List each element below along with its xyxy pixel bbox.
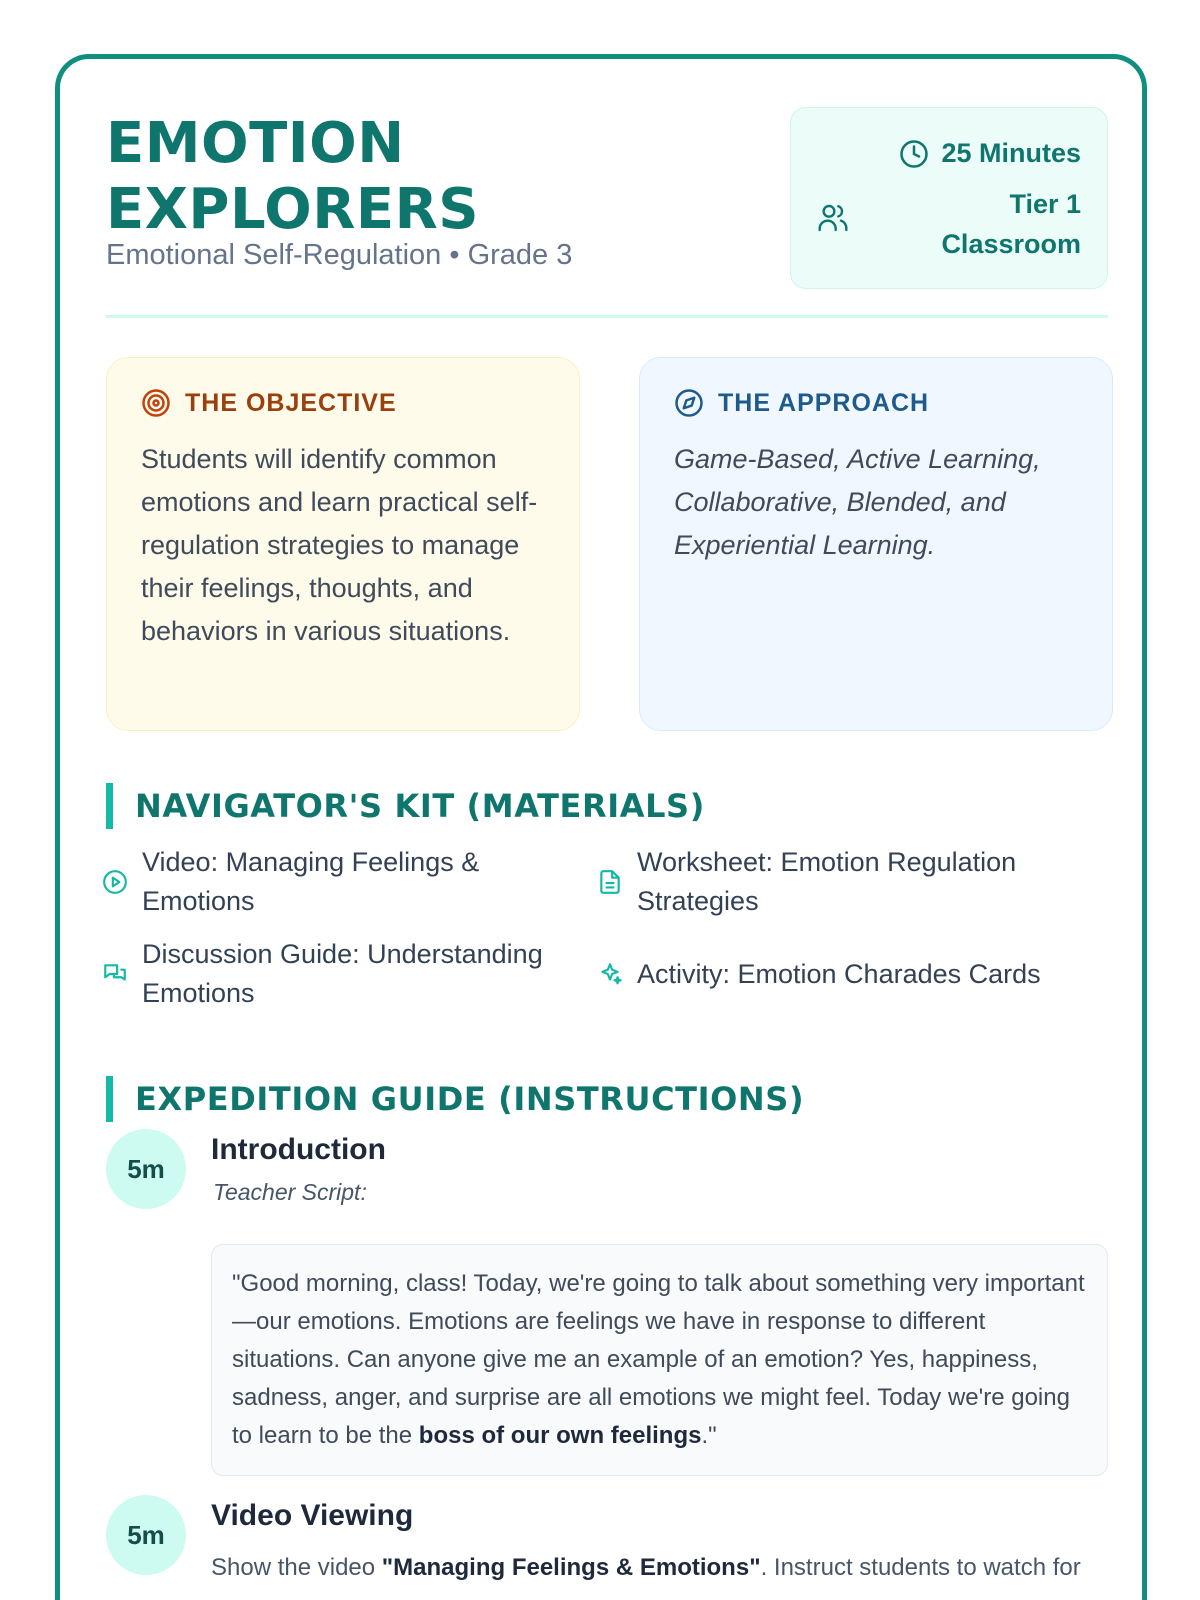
material-item bbox=[102, 935, 572, 1013]
tier-text: Tier 1 bbox=[1009, 189, 1081, 219]
clock-icon bbox=[899, 139, 929, 169]
tier-setting bbox=[941, 184, 1081, 264]
script-end: ." bbox=[701, 1422, 717, 1449]
title-line-1: EMOTION bbox=[106, 111, 405, 176]
document-icon bbox=[597, 869, 623, 895]
material-label: Activity: Emotion Charades Cards bbox=[637, 958, 1041, 989]
objective-heading-text: THE OBJECTIVE bbox=[185, 388, 397, 417]
target-icon bbox=[141, 388, 171, 418]
play-circle-icon bbox=[102, 869, 128, 895]
approach-box bbox=[639, 357, 1113, 731]
script-emphasis: boss of our own feelings bbox=[418, 1422, 702, 1449]
step-description bbox=[211, 1554, 1111, 1582]
script-text: "Good morning, class! Today, we're going to talk about something very important—our emotions. Emotions are feelings we have in response to different situations. Can anyone give me an example of an emotion? Yes, happiness, sadness, anger, and surprise are all emotions we might feel. Today we're going to learn to be the bbox=[232, 1270, 1085, 1449]
lesson-subtitle: Emotional Self-Regulation • Grade 3 bbox=[106, 239, 573, 271]
step-time-badge: 5m bbox=[106, 1129, 186, 1209]
material-item bbox=[102, 843, 562, 921]
material-label: Worksheet: Emotion Regulation Strategies bbox=[637, 847, 1017, 916]
material-item bbox=[597, 935, 1067, 1013]
users-icon bbox=[817, 202, 849, 234]
objective-text: Students will identify common emotions and learn practical self-regulation strategies to manage their feelings, thoughts, and behaviors in various situations. bbox=[141, 444, 538, 646]
duration bbox=[899, 138, 1081, 169]
header-divider bbox=[106, 315, 1108, 318]
lesson-meta-panel bbox=[790, 107, 1108, 289]
step-title: Introduction bbox=[211, 1133, 386, 1166]
teacher-script bbox=[211, 1244, 1108, 1476]
objective-heading bbox=[141, 388, 545, 418]
approach-heading-text: THE APPROACH bbox=[718, 388, 930, 417]
approach-text: Game-Based, Active Learning, Collaborative, Blended, and Experiential Learning. bbox=[674, 444, 1041, 560]
material-item bbox=[597, 843, 1067, 921]
approach-heading bbox=[674, 388, 1078, 418]
guide-heading: EXPEDITION GUIDE (INSTRUCTIONS) bbox=[106, 1076, 804, 1122]
setting-text: Classroom bbox=[941, 229, 1081, 259]
desc-bold: "Managing Feelings & Emotions" bbox=[381, 1554, 761, 1581]
title-line-2: EXPLORERS bbox=[106, 177, 480, 242]
material-label: Video: Managing Feelings & Emotions bbox=[142, 847, 480, 916]
sparkles-icon bbox=[597, 961, 623, 987]
materials-heading: NAVIGATOR'S KIT (MATERIALS) bbox=[106, 783, 705, 829]
duration-text: 25 Minutes bbox=[941, 138, 1081, 168]
objective-box bbox=[106, 357, 580, 731]
step-title: Video Viewing bbox=[211, 1499, 414, 1532]
step-subtitle: Teacher Script: bbox=[213, 1179, 367, 1205]
lesson-title bbox=[106, 111, 479, 243]
desc-post: . Instruct students to watch for bbox=[760, 1554, 1081, 1581]
desc-pre: Show the video bbox=[211, 1554, 382, 1581]
compass-icon bbox=[674, 388, 704, 418]
chat-bubbles-icon bbox=[102, 961, 128, 987]
lesson-card bbox=[55, 54, 1147, 1600]
step-time-badge: 5m bbox=[106, 1495, 186, 1575]
material-label: Discussion Guide: Understanding Emotions bbox=[142, 939, 543, 1008]
